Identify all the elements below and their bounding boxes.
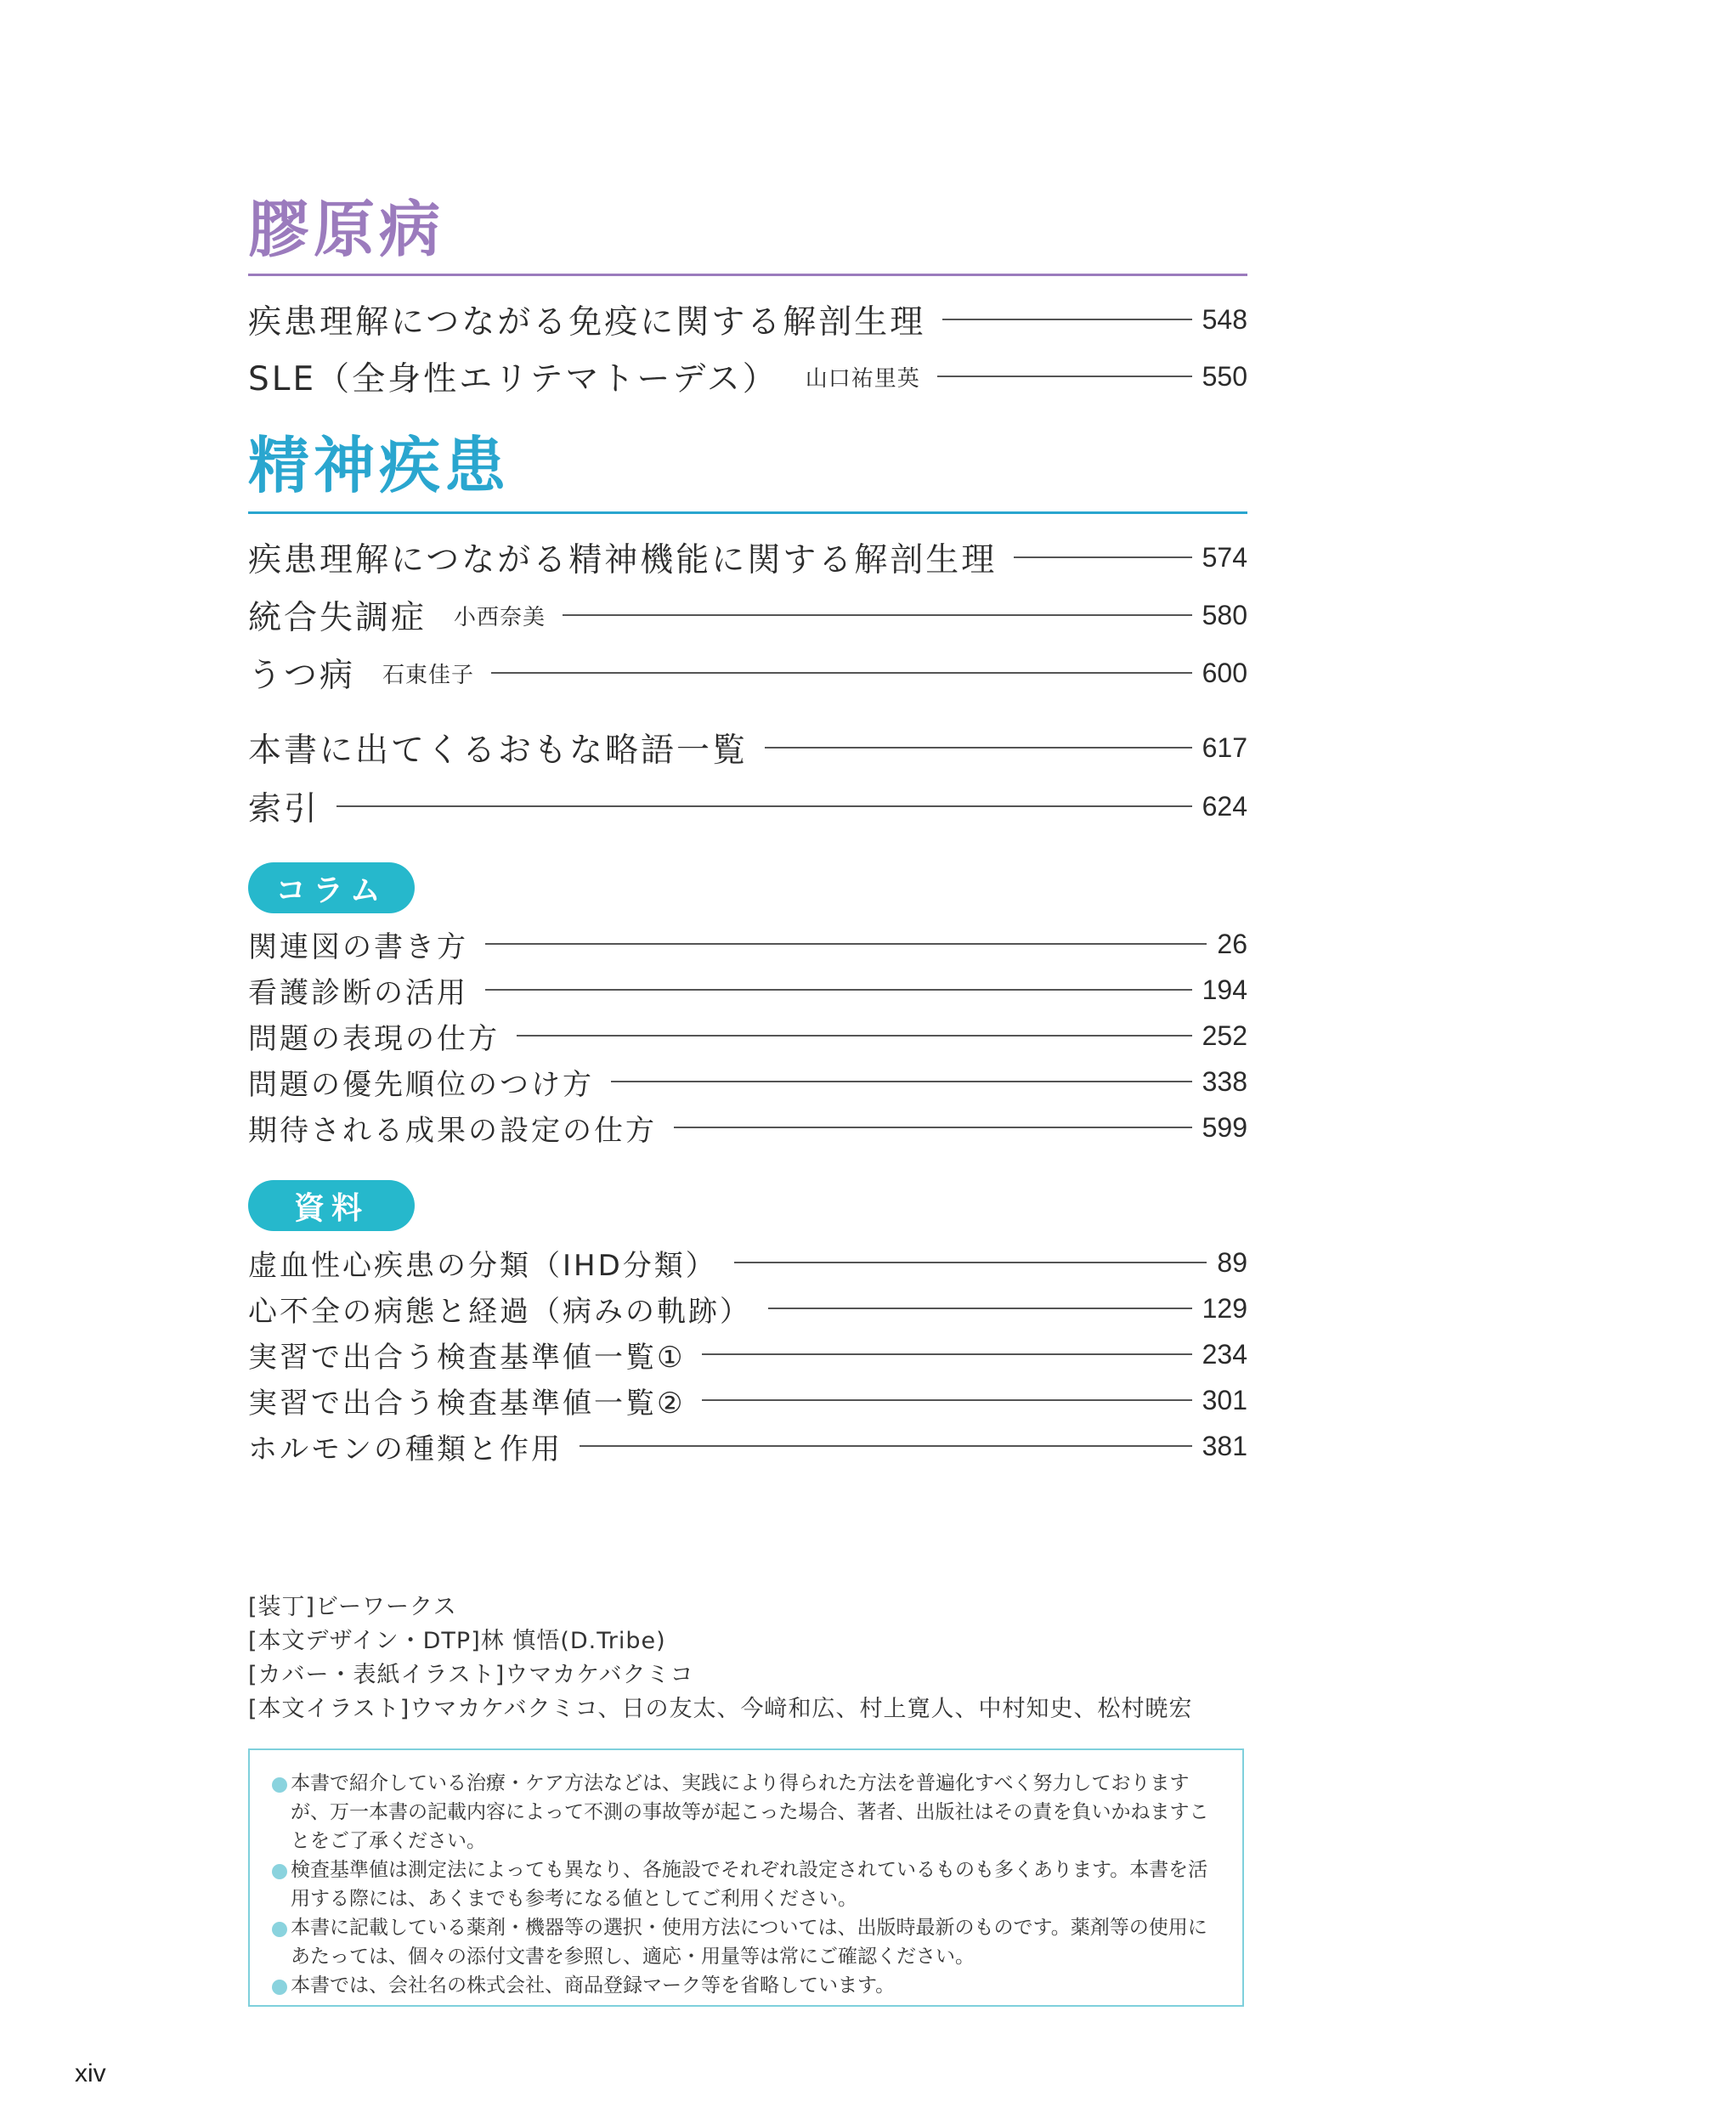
page-number: xiv [75, 2059, 106, 2087]
toc-entry-page: 194 [1202, 974, 1247, 1005]
toc-leader [491, 672, 1192, 674]
bullet-icon [272, 1864, 287, 1879]
column-entry[interactable] [248, 971, 1247, 1008]
section-title-collagen: 膠原病 [248, 194, 445, 265]
toc-entry-page: 617 [1202, 732, 1247, 763]
credit-line: [カバー・表紙イラスト]ウマカケバクミコ [248, 1662, 694, 1688]
toc-entry-page: 89 [1217, 1246, 1247, 1278]
toc-entry-page: 580 [1202, 599, 1247, 630]
toc-leader [563, 614, 1192, 616]
notice-item [272, 1769, 1224, 1856]
toc-entry-title: 期待される成果の設定の仕方 [248, 1113, 657, 1148]
toc-entry-index[interactable] [248, 785, 1247, 828]
materials-entry[interactable] [248, 1290, 1247, 1327]
toc-leader [702, 1399, 1191, 1401]
toc-leader [485, 943, 1207, 945]
toc-entry-title: 疾患理解につながる精神機能に関する解剖生理 [248, 541, 998, 579]
toc-entry-title: 統合失調症 [248, 599, 427, 637]
notice-text: 本書で紹介している治療・ケア方法などは、実践により得られた方法を普遍化すべく努力しておりますが、万一本書の記載内容によって不測の事故等が起こった場合、著者、出版社はその責を負いかねますことをご了承ください。 [291, 1772, 1209, 1852]
section-title-psychiatric: 精神疾患 [248, 430, 511, 501]
toc-leader [1014, 556, 1191, 558]
toc-entry-page: 381 [1202, 1430, 1247, 1461]
materials-label: 資料 [248, 1180, 415, 1231]
column-entry[interactable] [248, 925, 1247, 963]
toc-entry-page: 252 [1202, 1020, 1247, 1051]
toc-entry-title: うつ病 [248, 657, 356, 695]
toc-entry-title: 問題の優先順位のつけ方 [248, 1067, 594, 1102]
toc-entry-title: 索引 [248, 790, 320, 828]
toc-leader [580, 1445, 1192, 1447]
materials-entry[interactable] [248, 1244, 1247, 1281]
toc-entry-title: 問題の表現の仕方 [248, 1021, 500, 1056]
toc-entry-page: 624 [1202, 790, 1247, 822]
notice-item [272, 1913, 1224, 1971]
section-rule-psychiatric [248, 511, 1247, 514]
toc-entry-page: 574 [1202, 541, 1247, 573]
toc-entry-title: ホルモンの種類と作用 [248, 1432, 563, 1466]
bullet-icon [272, 1922, 287, 1937]
toc-entry-title: 虚血性心疾患の分類（IHD分類） [248, 1248, 717, 1283]
toc-leader [485, 989, 1192, 991]
credit-line: [装丁]ビーワークス [248, 1594, 457, 1620]
toc-entry-author: 石東佳子 [382, 662, 475, 688]
column-label: コラム [248, 862, 415, 913]
toc-entry[interactable] [248, 355, 1247, 398]
toc-entry-title: 本書に出てくるおもな略語一覧 [248, 732, 749, 770]
toc-entry-title: 看護診断の活用 [248, 975, 468, 1010]
toc-leader [336, 805, 1192, 807]
toc-entry-page: 129 [1202, 1292, 1247, 1324]
notice-text: 検査基準値は測定法によっても異なり、各施設でそれぞれ設定されているものも多くあります。本書を活用する際には、あくまでも参考になる値としてご利用ください。 [291, 1859, 1208, 1910]
toc-entry-page: 338 [1202, 1065, 1247, 1097]
toc-leader [768, 1308, 1192, 1309]
toc-entry-page: 550 [1202, 360, 1247, 392]
bullet-icon [272, 1980, 287, 1995]
toc-leader [702, 1353, 1191, 1355]
notice-text: 本書に記載している薬剤・機器等の選択・使用方法については、出版時最新のものです。薬剤等の使用にあたっては、個々の添付文書を参照し、適応・用量等は常にご確認ください。 [291, 1917, 1207, 1968]
column-entry[interactable] [248, 1017, 1247, 1054]
toc-entry-title: 関連図の書き方 [248, 929, 468, 964]
toc-entry-title: 実習で出合う検査基準値一覧② [248, 1386, 686, 1421]
section-rule-collagen [248, 274, 1247, 276]
toc-leader [937, 376, 1192, 377]
toc-entry[interactable] [248, 652, 1247, 694]
credit-line: [本文デザイン・DTP]林 慎悟(D.Tribe) [248, 1628, 666, 1654]
notice-item [272, 1971, 1224, 2000]
column-entry[interactable] [248, 1109, 1247, 1146]
toc-entry[interactable] [248, 594, 1247, 636]
bullet-icon [272, 1777, 287, 1793]
toc-entry-title: 心不全の病態と経過（病みの軌跡） [248, 1294, 751, 1329]
toc-leader [765, 747, 1192, 748]
toc-leader [674, 1127, 1192, 1128]
toc-entry-abbreviations[interactable] [248, 726, 1247, 769]
toc-leader [611, 1081, 1192, 1082]
toc-entry-page: 234 [1202, 1338, 1247, 1370]
notice-text: 本書では、会社名の株式会社、商品登録マーク等を省略しています。 [291, 1974, 896, 1997]
toc-entry-page: 548 [1202, 303, 1247, 335]
toc-entry-title: 実習で出合う検査基準値一覧① [248, 1340, 686, 1375]
materials-entry[interactable] [248, 1336, 1247, 1373]
credit-line: [本文イラスト]ウマカケバクミコ、日の友太、今﨑和広、村上寛人、中村知史、松村暁宏 [248, 1696, 1193, 1722]
toc-entry-title: 疾患理解につながる免疫に関する解剖生理 [248, 303, 926, 342]
toc-entry[interactable] [248, 298, 1247, 341]
materials-entry[interactable] [248, 1381, 1247, 1419]
materials-entry[interactable] [248, 1427, 1247, 1465]
toc-leader [734, 1262, 1207, 1263]
toc-entry-page: 600 [1202, 657, 1247, 688]
notice-box [248, 1748, 1244, 2007]
credits [248, 1590, 1193, 1726]
toc-entry-page: 301 [1202, 1384, 1247, 1415]
toc-entry-author: 小西奈美 [454, 604, 546, 630]
toc-leader [517, 1035, 1192, 1037]
toc-entry-page: 26 [1217, 928, 1247, 959]
toc-entry-author: 山口祐里英 [805, 365, 920, 392]
column-entry[interactable] [248, 1063, 1247, 1100]
toc-leader [942, 319, 1191, 320]
toc-entry[interactable] [248, 536, 1247, 579]
toc-entry-page: 599 [1202, 1111, 1247, 1143]
notice-item [272, 1856, 1224, 1913]
toc-entry-title: SLE（全身性エリテマトーデス） [248, 360, 778, 398]
